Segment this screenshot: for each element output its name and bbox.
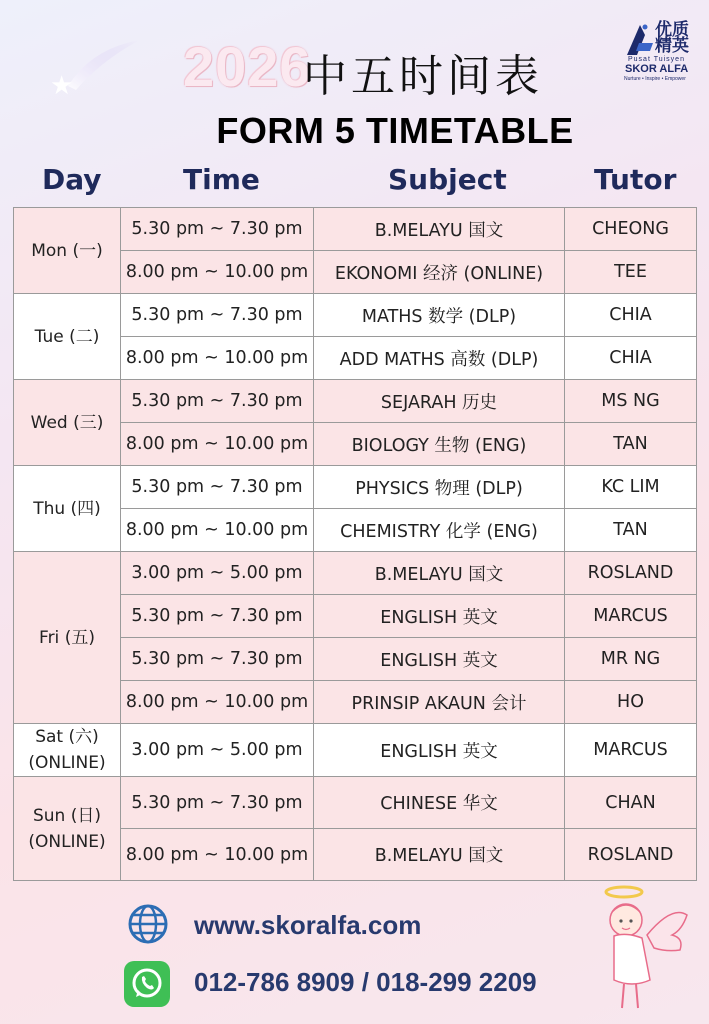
logo-subtitle: Pusat Tuisyen [628,56,685,63]
day-label: Mon (一) [31,240,103,261]
skor-alfa-logo [623,20,703,82]
time-cell: 5.30 pm ~ 7.30 pm [121,294,314,337]
tutor-cell: ROSLAND [565,829,697,881]
tutor-cell: CHEONG [565,208,697,251]
subject-cell: B.MELAYU 国文 [314,208,565,251]
tutor-cell: CHIA [565,337,697,380]
day-note: (ONLINE) [28,753,106,773]
logo-mark-icon [623,21,657,57]
table-row [14,294,697,337]
globe-icon [127,903,169,945]
time-cell: 8.00 pm ~ 10.00 pm [121,337,314,380]
table-row [14,466,697,509]
phone-numbers: 012-786 8909 / 018-299 2209 [194,967,537,997]
tutor-cell: MARCUS [565,724,697,777]
day-label: Sun (日) [32,805,101,826]
tutor-cell: MARCUS [565,595,697,638]
whatsapp-icon [123,960,171,1008]
day-note: (ONLINE) [28,831,106,852]
subject-cell: ENGLISH 英文 [314,724,565,777]
angel-illustration [592,880,692,1015]
day-label: Thu (四) [33,498,101,519]
time-cell: 3.00 pm ~ 5.00 pm [121,552,314,595]
column-header-subject: Subject [388,163,507,196]
title-chinese: 中五时间表 [303,51,543,102]
tutor-cell: CHIA [565,294,697,337]
day-cell [14,724,121,777]
time-cell: 8.00 pm ~ 10.00 pm [121,829,314,881]
timetable [13,207,697,881]
comet-decoration [62,38,142,98]
subject-cell: B.MELAYU 国文 [314,552,565,595]
day-cell [14,380,121,466]
time-cell: 3.00 pm ~ 5.00 pm [121,724,314,777]
tutor-cell: HO [565,681,697,724]
subject-cell: EKONOMI 经济 (ONLINE) [314,251,565,294]
time-cell: 5.30 pm ~ 7.30 pm [121,380,314,423]
subject-cell: SEJARAH 历史 [314,380,565,423]
tutor-cell: TAN [565,423,697,466]
column-header-day: Day [42,163,102,196]
time-cell: 5.30 pm ~ 7.30 pm [121,638,314,681]
subject-cell: BIOLOGY 生物 (ENG) [314,423,565,466]
table-row [14,552,697,595]
time-cell: 5.30 pm ~ 7.30 pm [121,777,314,829]
logo-name: SKOR ALFA [625,63,689,75]
subject-cell: PRINSIP AKAUN 会计 [314,681,565,724]
time-cell: 5.30 pm ~ 7.30 pm [121,595,314,638]
page-title: FORM 5 TIMETABLE [216,110,574,151]
column-header-time: Time [183,163,260,196]
day-label: Tue (二) [34,326,100,347]
tutor-cell: ROSLAND [565,552,697,595]
tutor-cell: TAN [565,509,697,552]
table-row [14,380,697,423]
day-cell [14,777,121,881]
day-cell [14,552,121,724]
table-row [14,724,697,777]
time-cell: 5.30 pm ~ 7.30 pm [121,466,314,509]
website-link[interactable]: www.skoralfa.com [194,910,422,940]
time-cell: 8.00 pm ~ 10.00 pm [121,423,314,466]
time-cell: 8.00 pm ~ 10.00 pm [121,251,314,294]
logo-chinese: 优质精英 [655,20,689,56]
column-header-tutor: Tutor [594,163,677,196]
day-cell [14,208,121,294]
day-label: Fri (五) [39,627,95,648]
time-cell: 8.00 pm ~ 10.00 pm [121,509,314,552]
logo-tagline: Nurture • Inspire • Empower [624,76,686,82]
table-row [14,208,697,251]
tutor-cell: MS NG [565,380,697,423]
day-cell [14,294,121,380]
subject-cell: PHYSICS 物理 (DLP) [314,466,565,509]
day-label: Sat (六) [35,727,99,747]
time-cell: 5.30 pm ~ 7.30 pm [121,208,314,251]
subject-cell: B.MELAYU 国文 [314,829,565,881]
subject-cell: CHINESE 华文 [314,777,565,829]
title-year: 2026 [183,35,312,98]
day-cell [14,466,121,552]
star-icon: ★ [50,70,74,100]
time-cell: 8.00 pm ~ 10.00 pm [121,681,314,724]
table-row [14,777,697,829]
tutor-cell: KC LIM [565,466,697,509]
day-label: Wed (三) [30,412,104,433]
subject-cell: ADD MATHS 高数 (DLP) [314,337,565,380]
subject-cell: CHEMISTRY 化学 (ENG) [314,509,565,552]
tutor-cell: CHAN [565,777,697,829]
tutor-cell: TEE [565,251,697,294]
subject-cell: MATHS 数学 (DLP) [314,294,565,337]
subject-cell: ENGLISH 英文 [314,595,565,638]
tutor-cell: MR NG [565,638,697,681]
subject-cell: ENGLISH 英文 [314,638,565,681]
